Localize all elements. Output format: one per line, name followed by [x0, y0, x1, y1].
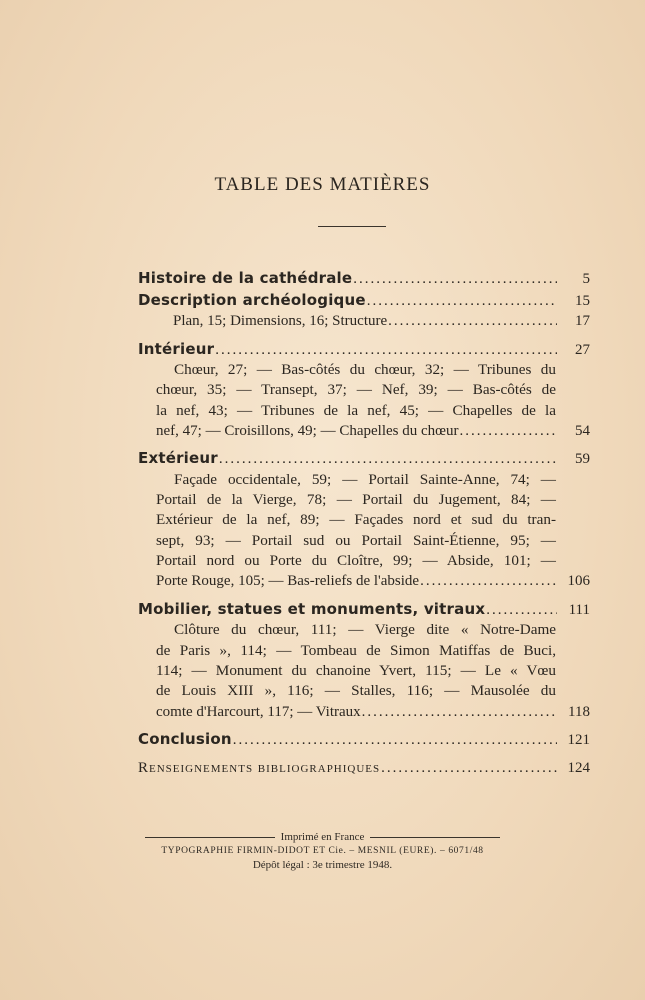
toc-entry-conclusion[interactable] — [138, 729, 590, 751]
toc-entry-mobilier[interactable] — [138, 599, 590, 621]
detail-line: Extérieur de la nef, 89; — Façades nord et sud du tran- — [156, 511, 556, 529]
toc-page-number: 124 — [567, 759, 590, 776]
toc-entry-renseignements[interactable] — [138, 758, 590, 779]
dot-leader — [367, 291, 557, 312]
detail-line: Portail nord ou Porte du Cloître, 99; — Abside, 101; — — [156, 552, 556, 570]
dot-leader — [219, 449, 557, 470]
title-rule — [318, 226, 386, 227]
dot-leader — [486, 600, 557, 621]
detail-line: Chœur, 27; — Bas-côtés du chœur, 32; — Tribunes du — [174, 361, 556, 378]
dot-leader — [388, 311, 557, 332]
dot-leader — [459, 421, 557, 442]
colophon-line-1 — [0, 830, 645, 844]
detail-line: de Louis XIII », 116; — Stalles, 116; — Mausolée du — [156, 682, 556, 700]
toc-entry-label: Intérieur — [138, 339, 215, 358]
page-title: TABLE DES MATIÈRES — [214, 174, 431, 195]
toc-entry-interieur[interactable] — [138, 339, 590, 361]
toc-entry-label: Extérieur — [138, 449, 218, 468]
colophon-rule — [370, 837, 500, 838]
toc-entry-mobilier-last[interactable] — [138, 702, 590, 723]
legal-deposit: Dépôt légal : 3e trimestre 1948. — [252, 859, 393, 871]
toc-page-number: 106 — [567, 573, 590, 590]
dot-leader — [420, 571, 557, 592]
toc-entry-histoire[interactable] — [138, 268, 590, 290]
toc-entry-exterieur[interactable] — [138, 448, 590, 470]
toc-page-number: 121 — [567, 732, 590, 749]
toc-page-number: 54 — [575, 422, 590, 439]
dot-leader — [353, 269, 557, 290]
toc-entry-plan[interactable] — [138, 311, 590, 332]
toc-page-number: 17 — [575, 313, 590, 329]
toc-interieur-details — [138, 360, 590, 421]
detail-line: Porte Rouge, 105; — Bas-reliefs de l'abside — [156, 573, 420, 590]
colophon-rule — [145, 837, 275, 838]
toc-page-number: 5 — [582, 271, 590, 287]
detail-line: Clôture du chœur, 111; — Vierge dite « Notre-Dame — [174, 621, 556, 639]
toc-entry-interieur-last[interactable] — [138, 421, 590, 442]
detail-line: Façade occidentale, 59; — Portail Sainte-Anne, 74; — — [174, 470, 556, 488]
toc-page-number: 118 — [568, 703, 590, 720]
toc-entry-exterieur-last[interactable] — [138, 571, 590, 592]
detail-line: 114; — Monument du chanoine Yvert, 115; — Le « Vœu — [156, 661, 556, 679]
toc-entry-label: Renseignements bibliographiques — [138, 759, 381, 776]
detail-line: la nef, 43; — Tribunes de la nef, 45; — Chapelles de la — [156, 401, 556, 419]
table-of-contents — [138, 268, 590, 778]
toc-page-number: 111 — [568, 601, 590, 618]
toc-page-number: 59 — [575, 451, 590, 468]
toc-entry-label: Mobilier, statues et monuments, vitraux — [138, 599, 486, 618]
printer-name: TYPOGRAPHIE FIRMIN-DIDOT ET Cie. – MESNIL (EURE). – 6071/48 — [161, 846, 484, 856]
printer-colophon — [0, 830, 645, 872]
dot-leader — [233, 730, 557, 751]
toc-page-number: 27 — [575, 341, 590, 358]
toc-entry-label: Conclusion — [138, 730, 232, 749]
detail-line: chœur, 35; — Transept, 37; — Nef, 39; — Bas-côtés de — [156, 381, 556, 399]
toc-entry-label: Description archéologique — [138, 290, 366, 309]
toc-page-number: 15 — [575, 292, 590, 309]
detail-line: de Paris », 114; — Tombeau de Simon Matiffas de Buci, — [156, 641, 556, 659]
toc-entry-label: Histoire de la cathédrale — [138, 269, 353, 287]
detail-line: comte d'Harcourt, 117; — Vitraux — [156, 703, 361, 720]
toc-exterieur-details — [138, 470, 590, 571]
dot-leader — [215, 340, 557, 361]
detail-line: nef, 47; — Croisillons, 49; — Chapelles du chœur — [156, 422, 459, 439]
toc-entry-description[interactable] — [138, 290, 590, 312]
imprint-text: Imprimé en France — [280, 831, 365, 843]
toc-entry-label: Plan, 15; Dimensions, 16; Structure — [173, 313, 388, 329]
detail-line: Portail de la Vierge, 78; — Portail du Jugement, 84; — — [156, 491, 556, 509]
dot-leader — [362, 702, 557, 723]
toc-mobilier-details — [138, 620, 590, 701]
detail-line: sept, 93; — Portail sud ou Portail Saint-Étienne, 95; — — [156, 531, 556, 549]
dot-leader — [381, 758, 557, 779]
